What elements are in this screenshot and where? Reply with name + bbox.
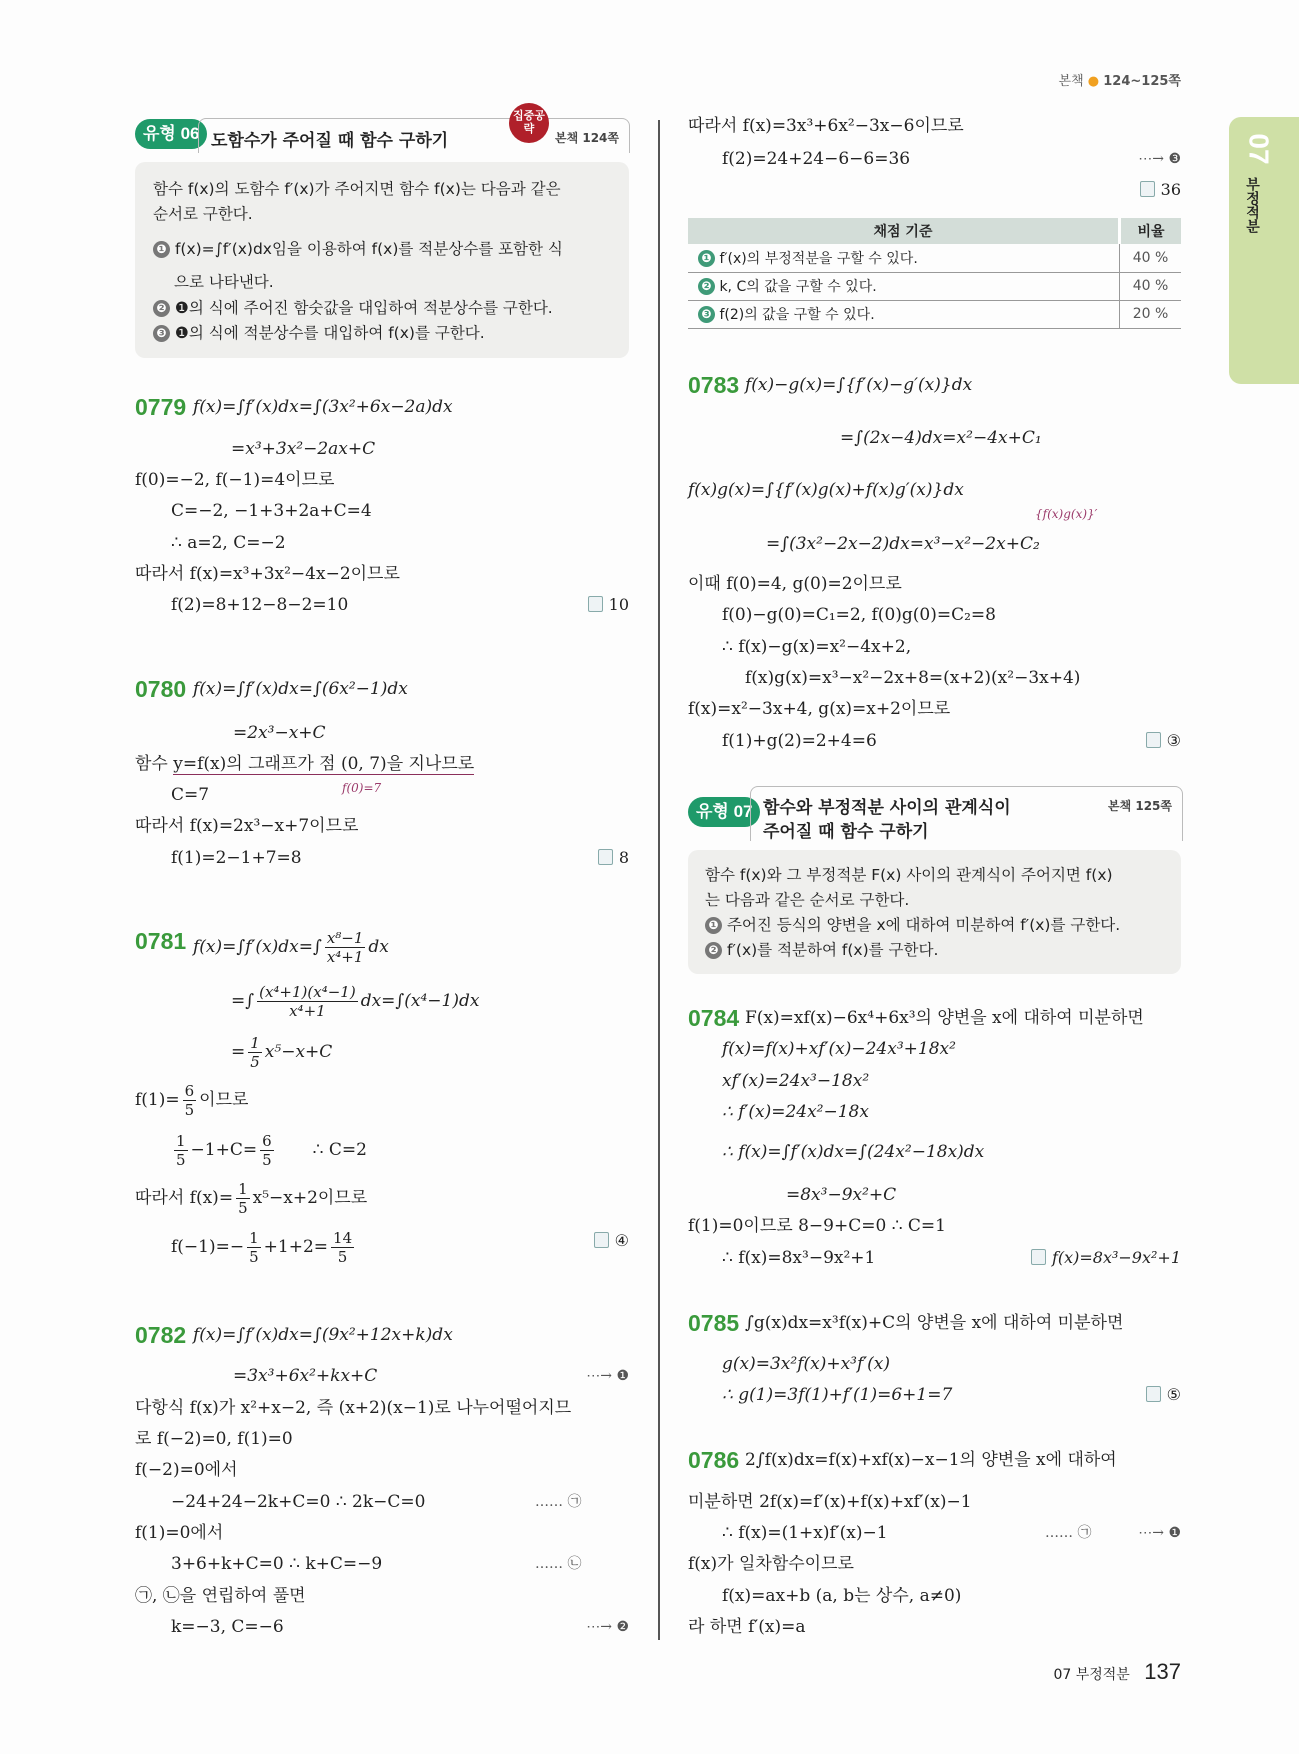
answer-icon — [1146, 1386, 1161, 1402]
solution-line: g(x)=3x²f(x)+x³f′(x) — [722, 1354, 890, 1374]
text: 5 — [262, 1151, 272, 1169]
text: 이므로 — [199, 1090, 249, 1110]
solution-line: f(2)=24+24−6−6=36 — [722, 149, 911, 169]
fraction — [325, 929, 366, 966]
step-1-icon: ❶ — [705, 917, 722, 934]
solution-line: 미분하면 2f(x)=f′(x)+f(x)+xf′(x)−1 — [688, 1492, 972, 1512]
page-range-header — [1059, 70, 1181, 94]
text: 5 — [176, 1151, 186, 1169]
text: ❸ — [698, 306, 715, 323]
solution-line: =x³+3x²−2ax+C — [231, 439, 376, 459]
chapter-number: 07 — [1243, 133, 1275, 165]
solution-line: F(x)=xf(x)−6x⁴+6x³의 양변을 x에 대하여 미분하면 — [745, 1008, 1144, 1028]
answer — [598, 846, 629, 870]
fraction — [260, 1132, 274, 1169]
solution-line: f(x)가 일차함수이므로 — [688, 1554, 854, 1574]
solution-line: 함수 — [135, 754, 174, 774]
type-title-box — [750, 786, 1183, 841]
type-title: 주어질 때 함수 구하기 — [763, 822, 929, 842]
text: ∴ C=2 — [312, 1140, 367, 1160]
solution-line — [135, 1180, 367, 1217]
text: ❷ — [698, 278, 715, 295]
step-marker: ⋯→ ❶ — [1138, 1525, 1181, 1541]
fraction — [257, 983, 358, 1020]
summary-line: ❶의 식에 주어진 함숫값을 대입하여 적분상수를 구한다. — [174, 299, 553, 317]
text: 20 % — [1132, 306, 1169, 322]
problem-number: 0785 — [688, 1310, 740, 1336]
text: f(x)=∫f′(x)dx=∫ — [193, 937, 322, 957]
solution-line: 로 f(−2)=0, f(1)=0 — [135, 1429, 293, 1449]
text: 5 — [337, 1248, 348, 1266]
text: dx — [368, 937, 389, 957]
fraction — [236, 1180, 250, 1217]
problem-number: 0786 — [688, 1447, 740, 1473]
step-3-icon: ❸ — [153, 325, 170, 342]
fraction — [247, 1229, 261, 1266]
solution-line: 라 하면 f′(x)=a — [688, 1617, 806, 1637]
solution-line: 따라서 f(x)=2x³−x+7이므로 — [135, 816, 359, 836]
type-title-box — [198, 109, 630, 153]
fraction — [248, 1034, 262, 1071]
text: dx=∫(x⁴−1)dx — [360, 991, 480, 1011]
book-label: 본책 — [1058, 74, 1084, 89]
solution-line: ∴ f(x)=∫f′(x)dx=∫(24x²−18x)dx — [722, 1142, 985, 1162]
answer-icon — [598, 849, 613, 865]
step-marker: ⋯→ ❸ — [1138, 151, 1181, 167]
solution-line: =∫(2x−4)dx=x²−4x+C₁ — [840, 428, 1042, 448]
summary-line: ❶의 식에 적분상수를 대입하여 f(x)를 구한다. — [174, 324, 485, 342]
step-marker: ⋯→ ❶ — [586, 1368, 629, 1384]
fraction — [174, 1132, 188, 1169]
solution-line: =3x³+6x²+kx+C — [233, 1366, 378, 1386]
answer-icon — [1146, 732, 1161, 748]
answer — [1140, 178, 1181, 202]
chapter-side-tab[interactable] — [1229, 117, 1299, 384]
text: f(2)의 값을 구할 수 있다. — [719, 307, 875, 323]
answer-value: ⑤ — [1166, 1385, 1181, 1404]
step-2-icon: ❷ — [705, 942, 722, 959]
summary-line: 함수 f(x)의 도함수 f′(x)가 주어지면 함수 f(x)는 다음과 같은 — [153, 180, 561, 198]
equation-tag: …… ㉠ — [535, 1494, 582, 1510]
column-divider — [658, 120, 660, 1640]
step-marker: ⋯→ ❷ — [586, 1619, 629, 1635]
solution-line: 따라서 f(x)=x³+3x²−4x−2이므로 — [135, 564, 400, 584]
solution-line: f(x)−g(x)=∫{f′(x)−g′(x)}dx — [745, 375, 973, 395]
annotation-note: {f(x)g(x)}′ — [1035, 507, 1098, 521]
answer-icon — [1031, 1249, 1046, 1265]
solution-line: 3+6+k+C=0 ∴ k+C=−9 — [171, 1554, 383, 1574]
book-ref: 본책 124쪽 — [555, 131, 620, 145]
problem-number: 0779 — [135, 394, 187, 420]
problem-number: 0780 — [135, 676, 187, 702]
focus-stamp: 집중공략 — [509, 103, 549, 143]
solution-line: f(1)=0이므로 8−9+C=0 ∴ C=1 — [688, 1216, 946, 1236]
text: f′(x)의 부정적분을 구할 수 있다. — [719, 250, 918, 267]
solution-line: 다항식 f(x)가 x²+x−2, 즉 (x+2)(x−1)로 나누어떨어지므 — [135, 1398, 572, 1418]
solution-line: 따라서 f(x)=3x³+6x²−3x−6이므로 — [688, 116, 964, 136]
page-number: 137 — [1144, 1659, 1181, 1684]
problem-number: 0782 — [135, 1322, 187, 1348]
grading-table — [688, 218, 1181, 329]
text: 14 — [333, 1229, 353, 1247]
solution-line: f(x)=x²−3x+4, g(x)=x+2이므로 — [688, 699, 951, 719]
annotation-note: f(0)=7 — [342, 781, 382, 795]
solution-line: xf′(x)=24x³−18x² — [722, 1071, 870, 1091]
text: −1+C= — [190, 1140, 258, 1160]
solution-line: ㉠, ㉡을 연립하여 풀면 — [135, 1586, 306, 1606]
solution-line: 이때 f(0)=4, g(0)=2이므로 — [688, 574, 902, 594]
text: =∫ — [231, 991, 255, 1011]
solution-line — [193, 929, 389, 966]
solution-line — [171, 1229, 357, 1266]
solution-line: f(0)−g(0)=C₁=2, f(0)g(0)=C₂=8 — [722, 605, 996, 625]
answer-icon — [588, 596, 603, 612]
table-row — [688, 272, 1181, 300]
solution-line: C=−2, −1+3+2a+C=4 — [171, 501, 372, 521]
solution-line: f(1)+g(2)=2+4=6 — [722, 731, 877, 751]
text: (x⁴+1)(x⁴−1) — [259, 983, 356, 1001]
table-row — [688, 300, 1181, 328]
text: 1 — [249, 1229, 259, 1247]
table-header: 채점 기준 — [688, 218, 1120, 244]
solution-line — [231, 983, 479, 1020]
chapter-title: 부정적분 — [1244, 177, 1260, 233]
answer — [1146, 1383, 1181, 1407]
table-row — [688, 244, 1181, 272]
solution-line: −24+24−2k+C=0 ∴ 2k−C=0 — [171, 1492, 426, 1512]
solution-line — [135, 1082, 248, 1119]
text: x⁵−x+C — [264, 1042, 333, 1062]
answer-value: ③ — [1166, 731, 1181, 750]
text: 6 — [262, 1132, 272, 1150]
solution-line: =∫(3x²−2x−2)dx=x³−x²−2x+C₂ — [766, 534, 1040, 554]
answer — [1146, 729, 1181, 753]
answer-value: 36 — [1160, 180, 1181, 199]
fraction — [183, 1082, 197, 1119]
step-2-icon: ❷ — [153, 300, 170, 317]
text: = — [231, 1042, 246, 1062]
text: ❶ — [698, 250, 715, 267]
text: x⁴+1 — [326, 948, 364, 966]
table-header: 비율 — [1137, 224, 1165, 240]
answer — [1031, 1246, 1181, 1270]
solution-line: ∴ f(x)−g(x)=x²−4x+2, — [722, 637, 912, 657]
solution-line: C=7 — [171, 785, 210, 805]
type-title: 함수와 부정적분 사이의 관계식이 — [763, 798, 1011, 818]
solution-line: ∴ g(1)=3f(1)+f′(1)=6+1=7 — [722, 1385, 953, 1405]
answer-value: ④ — [614, 1231, 629, 1250]
dot-icon: ● — [1087, 74, 1100, 89]
solution-line: f(0)=−2, f(−1)=4이므로 — [135, 470, 335, 490]
text: 5 — [238, 1199, 248, 1217]
answer — [594, 1229, 629, 1253]
step-1-icon: ❶ — [153, 241, 170, 258]
type-badge: 유형 06 — [135, 119, 207, 149]
solution-line: 2∫f(x)dx=f(x)+xf(x)−x−1의 양변을 x에 대하여 — [745, 1450, 1117, 1470]
summary-line: f(x)=∫f′(x)dx임을 이용하여 f(x)를 적분상수를 포함한 식 — [174, 240, 563, 258]
footer-chapter: 07 부정적분 — [1053, 1667, 1130, 1683]
problem-number: 0783 — [688, 372, 740, 398]
solution-line: ∫g(x)dx=x³f(x)+C의 양변을 x에 대하여 미분하면 — [745, 1313, 1124, 1333]
text: +1+2= — [263, 1237, 329, 1257]
text: x⁴+1 — [289, 1002, 326, 1020]
summary-line: 으로 나타낸다. — [174, 273, 274, 291]
solution-line: k=−3, C=−6 — [171, 1617, 284, 1637]
summary-line: 주어진 등식의 양변을 x에 대하여 미분하여 f′(x)를 구한다. — [726, 916, 1121, 934]
text: f(−1)=− — [171, 1237, 245, 1257]
type-badge: 유형 07 — [688, 797, 760, 827]
solution-line: f(1)=2−1+7=8 — [171, 848, 302, 868]
solution-line: ∴ a=2, C=−2 — [171, 533, 286, 553]
type-title: 도함수가 주어질 때 함수 구하기 — [211, 131, 449, 151]
text: 5 — [184, 1101, 195, 1119]
text: 1 — [176, 1132, 186, 1150]
solution-line: f(x)g(x)=∫{f′(x)g(x)+f(x)g′(x)}dx — [688, 480, 964, 500]
text: f(1)= — [135, 1090, 180, 1110]
solution-line — [171, 1132, 367, 1169]
page-range: 124~125쪽 — [1103, 74, 1181, 89]
summary-line: 순서로 구한다. — [153, 205, 253, 223]
equation-tag: …… ㉠ — [1045, 1525, 1092, 1541]
answer — [588, 593, 629, 617]
text: 40 % — [1132, 249, 1169, 266]
solution-line: f(x)=∫f′(x)dx=∫(9x²+12x+k)dx — [193, 1325, 453, 1345]
solution-line: f(x)=∫f′(x)dx=∫(3x²+6x−2a)dx — [193, 397, 453, 417]
text: 1 — [250, 1034, 260, 1052]
text: x⁸−1 — [326, 929, 364, 947]
solution-line: f(x)=f(x)+xf′(x)−24x³+18x² — [722, 1039, 956, 1059]
solution-line: f(2)=8+12−8−2=10 — [171, 595, 349, 615]
text: 5 — [250, 1053, 260, 1071]
answer-value: 8 — [618, 848, 629, 867]
solution-line: f(x)=∫f′(x)dx=∫(6x²−1)dx — [193, 679, 408, 699]
text: 6 — [184, 1082, 195, 1100]
text: x⁵−x+2이므로 — [252, 1188, 368, 1208]
summary-line: f′(x)를 적분하여 f(x)를 구한다. — [726, 941, 939, 959]
summary-line: 함수 f(x)와 그 부정적분 F(x) 사이의 관계식이 주어지면 f(x) — [705, 866, 1113, 884]
solution-line: ∴ f(x)=(1+x)f′(x)−1 — [722, 1523, 888, 1543]
problem-number: 0781 — [135, 928, 187, 954]
solution-line — [231, 1034, 332, 1071]
equation-tag: …… ㉡ — [535, 1556, 582, 1572]
text: 1 — [238, 1180, 248, 1198]
summary-line: 는 다음과 같은 순서로 구한다. — [705, 891, 910, 909]
text: 40 % — [1132, 278, 1169, 294]
page-footer — [1053, 1660, 1181, 1687]
answer-value: 10 — [608, 595, 629, 614]
solution-line: =2x³−x+C — [233, 723, 326, 743]
solution-line: ∴ f(x)=8x³−9x²+1 — [722, 1248, 876, 1268]
solution-line: ∴ f′(x)=24x²−18x — [722, 1102, 869, 1122]
answer-value: f(x)=8x³−9x²+1 — [1051, 1248, 1181, 1267]
solution-line: f(x)g(x)=x³−x²−2x+8=(x+2)(x²−3x+4) — [745, 668, 1081, 688]
book-ref: 본책 125쪽 — [1107, 799, 1172, 813]
solution-line: f(1)=0에서 — [135, 1523, 224, 1543]
solution-line: f(−2)=0에서 — [135, 1460, 238, 1480]
problem-number: 0784 — [688, 1005, 740, 1031]
solution-line: =8x³−9x²+C — [786, 1185, 897, 1205]
text: k, C의 값을 구할 수 있다. — [719, 279, 877, 295]
answer-icon — [594, 1232, 609, 1248]
answer-icon — [1140, 181, 1155, 197]
underlined-condition: y=f(x)의 그래프가 점 (0, 7)을 지나므로 — [173, 754, 475, 774]
text: 5 — [249, 1248, 259, 1266]
text: 따라서 f(x)= — [135, 1188, 234, 1208]
fraction — [331, 1229, 354, 1266]
solution-line: f(x)=ax+b (a, b는 상수, a≠0) — [722, 1586, 962, 1606]
